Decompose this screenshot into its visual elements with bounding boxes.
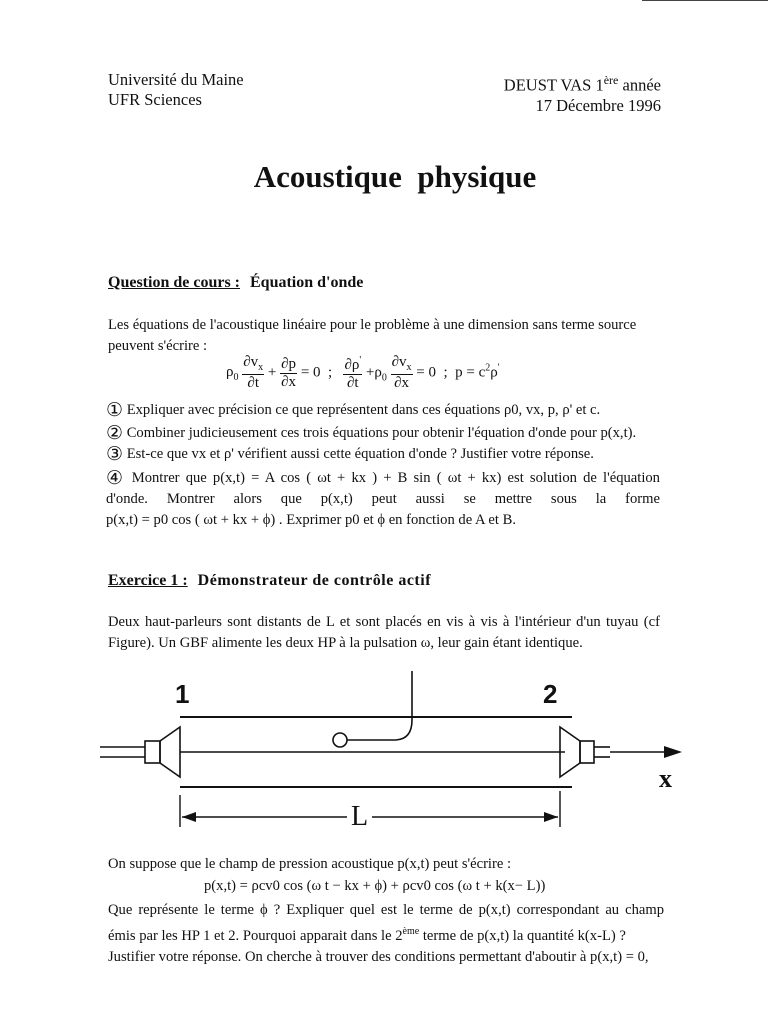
- pressure-equation: p(x,t) = ρcv0 cos (ω t − kx + ϕ) + ρcv0 cos (ω t + k(x− L)): [204, 878, 546, 894]
- item-3-text: Est-ce que vx et ρ' vérifient aussi cette équation d'onde ? Justifier votre réponse.: [126, 446, 594, 462]
- exercise-question-line-3: Justifier votre réponse. On cherche à trouver des conditions permettant d'aboutir à p(x,t) = 0,: [108, 948, 649, 965]
- exercise-question-line-1: Que représente le terme ϕ ? Expliquer quel est le terme de p(x,t) correspondant au champ: [108, 902, 664, 918]
- exercise-heading: [108, 572, 431, 590]
- top-rule: [642, 0, 768, 1]
- question-item-1: [106, 400, 664, 421]
- item-4-marker: ④: [106, 468, 126, 489]
- question-item-2: [106, 423, 664, 444]
- university-name: Université du Maine: [108, 70, 244, 89]
- course-name: DEUST VAS 1ère année: [503, 73, 661, 95]
- exercise-topic: Démonstrateur de contrôle actif: [197, 572, 432, 589]
- header-left: [108, 70, 244, 110]
- speaker-2-label: 2: [543, 679, 558, 709]
- axis-x-label: x: [659, 764, 672, 793]
- exercise-intro: [108, 612, 660, 654]
- item-1-marker: ①: [106, 400, 124, 421]
- continuity-equations: $\rho_0$ $\frac{\partial v_x}{\partial t}$ + $\frac{\partial p}{\partial x}$ = 0 ; $\frac{\partial\rho'}{\partial t}$ $+\rho_0$ $\frac{\partial v_x}{\partial x}$ = 0 ; $p = c^2\rho'$: [226, 354, 500, 391]
- item-4-line-3: p(x,t) = p0 cos ( ωt + kx + ϕ) . Exprimer p0 et ϕ en fonction de A et B.: [106, 512, 516, 528]
- item-1-text: Expliquer avec précision ce que représentent dans ces équations ρ0, vx, p, ρ' et c.: [126, 402, 601, 418]
- item-3-marker: ③: [106, 444, 124, 465]
- item-2-marker: ②: [106, 423, 124, 444]
- axis-arrow: [664, 746, 682, 758]
- length-arrow-left: [182, 812, 196, 822]
- question-intro-line-1: Les équations de l'acoustique linéaire pour le problème à une dimension sans terme source: [108, 317, 637, 333]
- length-arrow-right: [544, 812, 558, 822]
- exercise-label: Exercice 1 :: [108, 572, 188, 589]
- item-4-line-1: ④ Montrer que p(x,t) = A cos ( ωt + kx ) + B sin ( ωt + kx) est solution de l'équation: [106, 468, 660, 489]
- header-right: [504, 70, 661, 116]
- question-label: Question de cours :: [108, 274, 240, 291]
- question-intro: [108, 315, 636, 357]
- exercise-questions: [108, 900, 664, 968]
- question-heading: [108, 274, 363, 292]
- item-2-text: Combiner judicieusement ces trois équations pour obtenir l'équation d'onde pour p(x,t).: [126, 425, 637, 441]
- question-intro-line-2: peuvent s'écrire :: [108, 338, 208, 354]
- question-topic: Équation d'onde: [250, 274, 364, 291]
- left-speaker: [100, 727, 180, 777]
- right-speaker: [560, 727, 668, 777]
- pressure-intro: On suppose que le champ de pression acoustique p(x,t) peut s'écrire :: [108, 856, 512, 872]
- exercise-intro-line-1: Deux haut-parleurs sont distants de L et sont placés en vis à vis à l'intérieur d'un tuyau (cf: [108, 614, 660, 630]
- tube-figure: [100, 665, 700, 835]
- question-item-4: [106, 468, 660, 531]
- page-title: Acoustique physique: [253, 159, 537, 194]
- question-item-3: [106, 444, 664, 465]
- length-label: L: [347, 801, 372, 833]
- exercise-question-line-2: émis par les HP 1 et 2. Pourquoi apparait dans le 2ème terme de p(x,t) la quantité k(x-L) ?: [108, 926, 626, 944]
- faculty-name: UFR Sciences: [108, 90, 202, 109]
- microphone: [333, 671, 412, 747]
- speaker-1-label: 1: [175, 679, 190, 709]
- exercise-intro-line-2: Figure). Un GBF alimente les deux HP à la pulsation ω, leur gain étant identique.: [108, 635, 583, 651]
- item-4-line-2: d'onde. Montrer alors que p(x,t) peut aussi se mettre sous la forme: [106, 491, 660, 507]
- exam-date: 17 Décembre 1996: [535, 95, 661, 115]
